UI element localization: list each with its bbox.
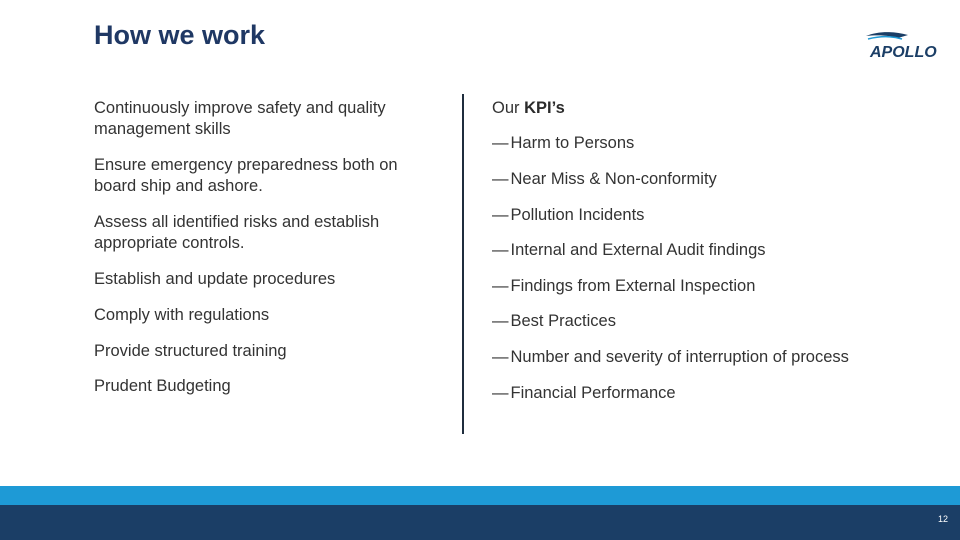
dash-marker: —: [492, 384, 509, 402]
kpi-item-label: Best Practices: [510, 312, 616, 330]
footer-band-dark: [0, 505, 960, 540]
kpi-item: [492, 133, 634, 154]
kpi-item: [492, 169, 717, 190]
kpi-item-label: Financial Performance: [510, 384, 676, 402]
dash-marker: —: [492, 206, 509, 224]
kpi-item: [492, 347, 849, 368]
kpi-heading: [492, 98, 565, 119]
list-item: Ensure emergency preparedness both on board ship and ashore.: [94, 156, 398, 195]
list-item: Comply with regulations: [94, 306, 270, 324]
dash-marker: —: [492, 312, 509, 330]
list-item: Prudent Budgeting: [94, 377, 231, 395]
page-number: 12: [937, 514, 948, 524]
column-divider: [462, 94, 464, 434]
list-item: Assess all identified risks and establish appropriate controls.: [94, 213, 380, 252]
kpi-item: [492, 383, 676, 404]
logo-wordmark: APOLLO: [870, 44, 937, 61]
list-item: Provide structured training: [94, 342, 287, 360]
footer-band-light: [0, 486, 960, 505]
kpi-item-label: Internal and External Audit findings: [510, 241, 766, 259]
kpi-item-label: Number and severity of interruption of process: [510, 348, 849, 366]
apollo-logo: [864, 30, 946, 62]
kpi-item: [492, 276, 755, 297]
kpi-item: [492, 311, 616, 332]
dash-marker: —: [492, 277, 509, 295]
kpi-heading-bold: KPI’s: [524, 99, 565, 117]
kpi-item: [492, 205, 644, 226]
kpi-item-label: Pollution Incidents: [510, 206, 645, 224]
kpi-heading-prefix: Our: [492, 99, 525, 117]
dash-marker: —: [492, 170, 509, 188]
list-item: Continuously improve safety and quality management skills: [94, 99, 386, 138]
kpi-item-label: Near Miss & Non-conformity: [510, 170, 717, 188]
dash-marker: —: [492, 134, 509, 152]
kpi-item-label: Harm to Persons: [510, 134, 635, 152]
dash-marker: —: [492, 241, 509, 259]
list-item: Establish and update procedures: [94, 270, 336, 288]
slide-title: How we work: [94, 20, 266, 50]
dash-marker: —: [492, 348, 509, 366]
kpi-item: [492, 240, 766, 261]
kpi-item-label: Findings from External Inspection: [510, 277, 756, 295]
